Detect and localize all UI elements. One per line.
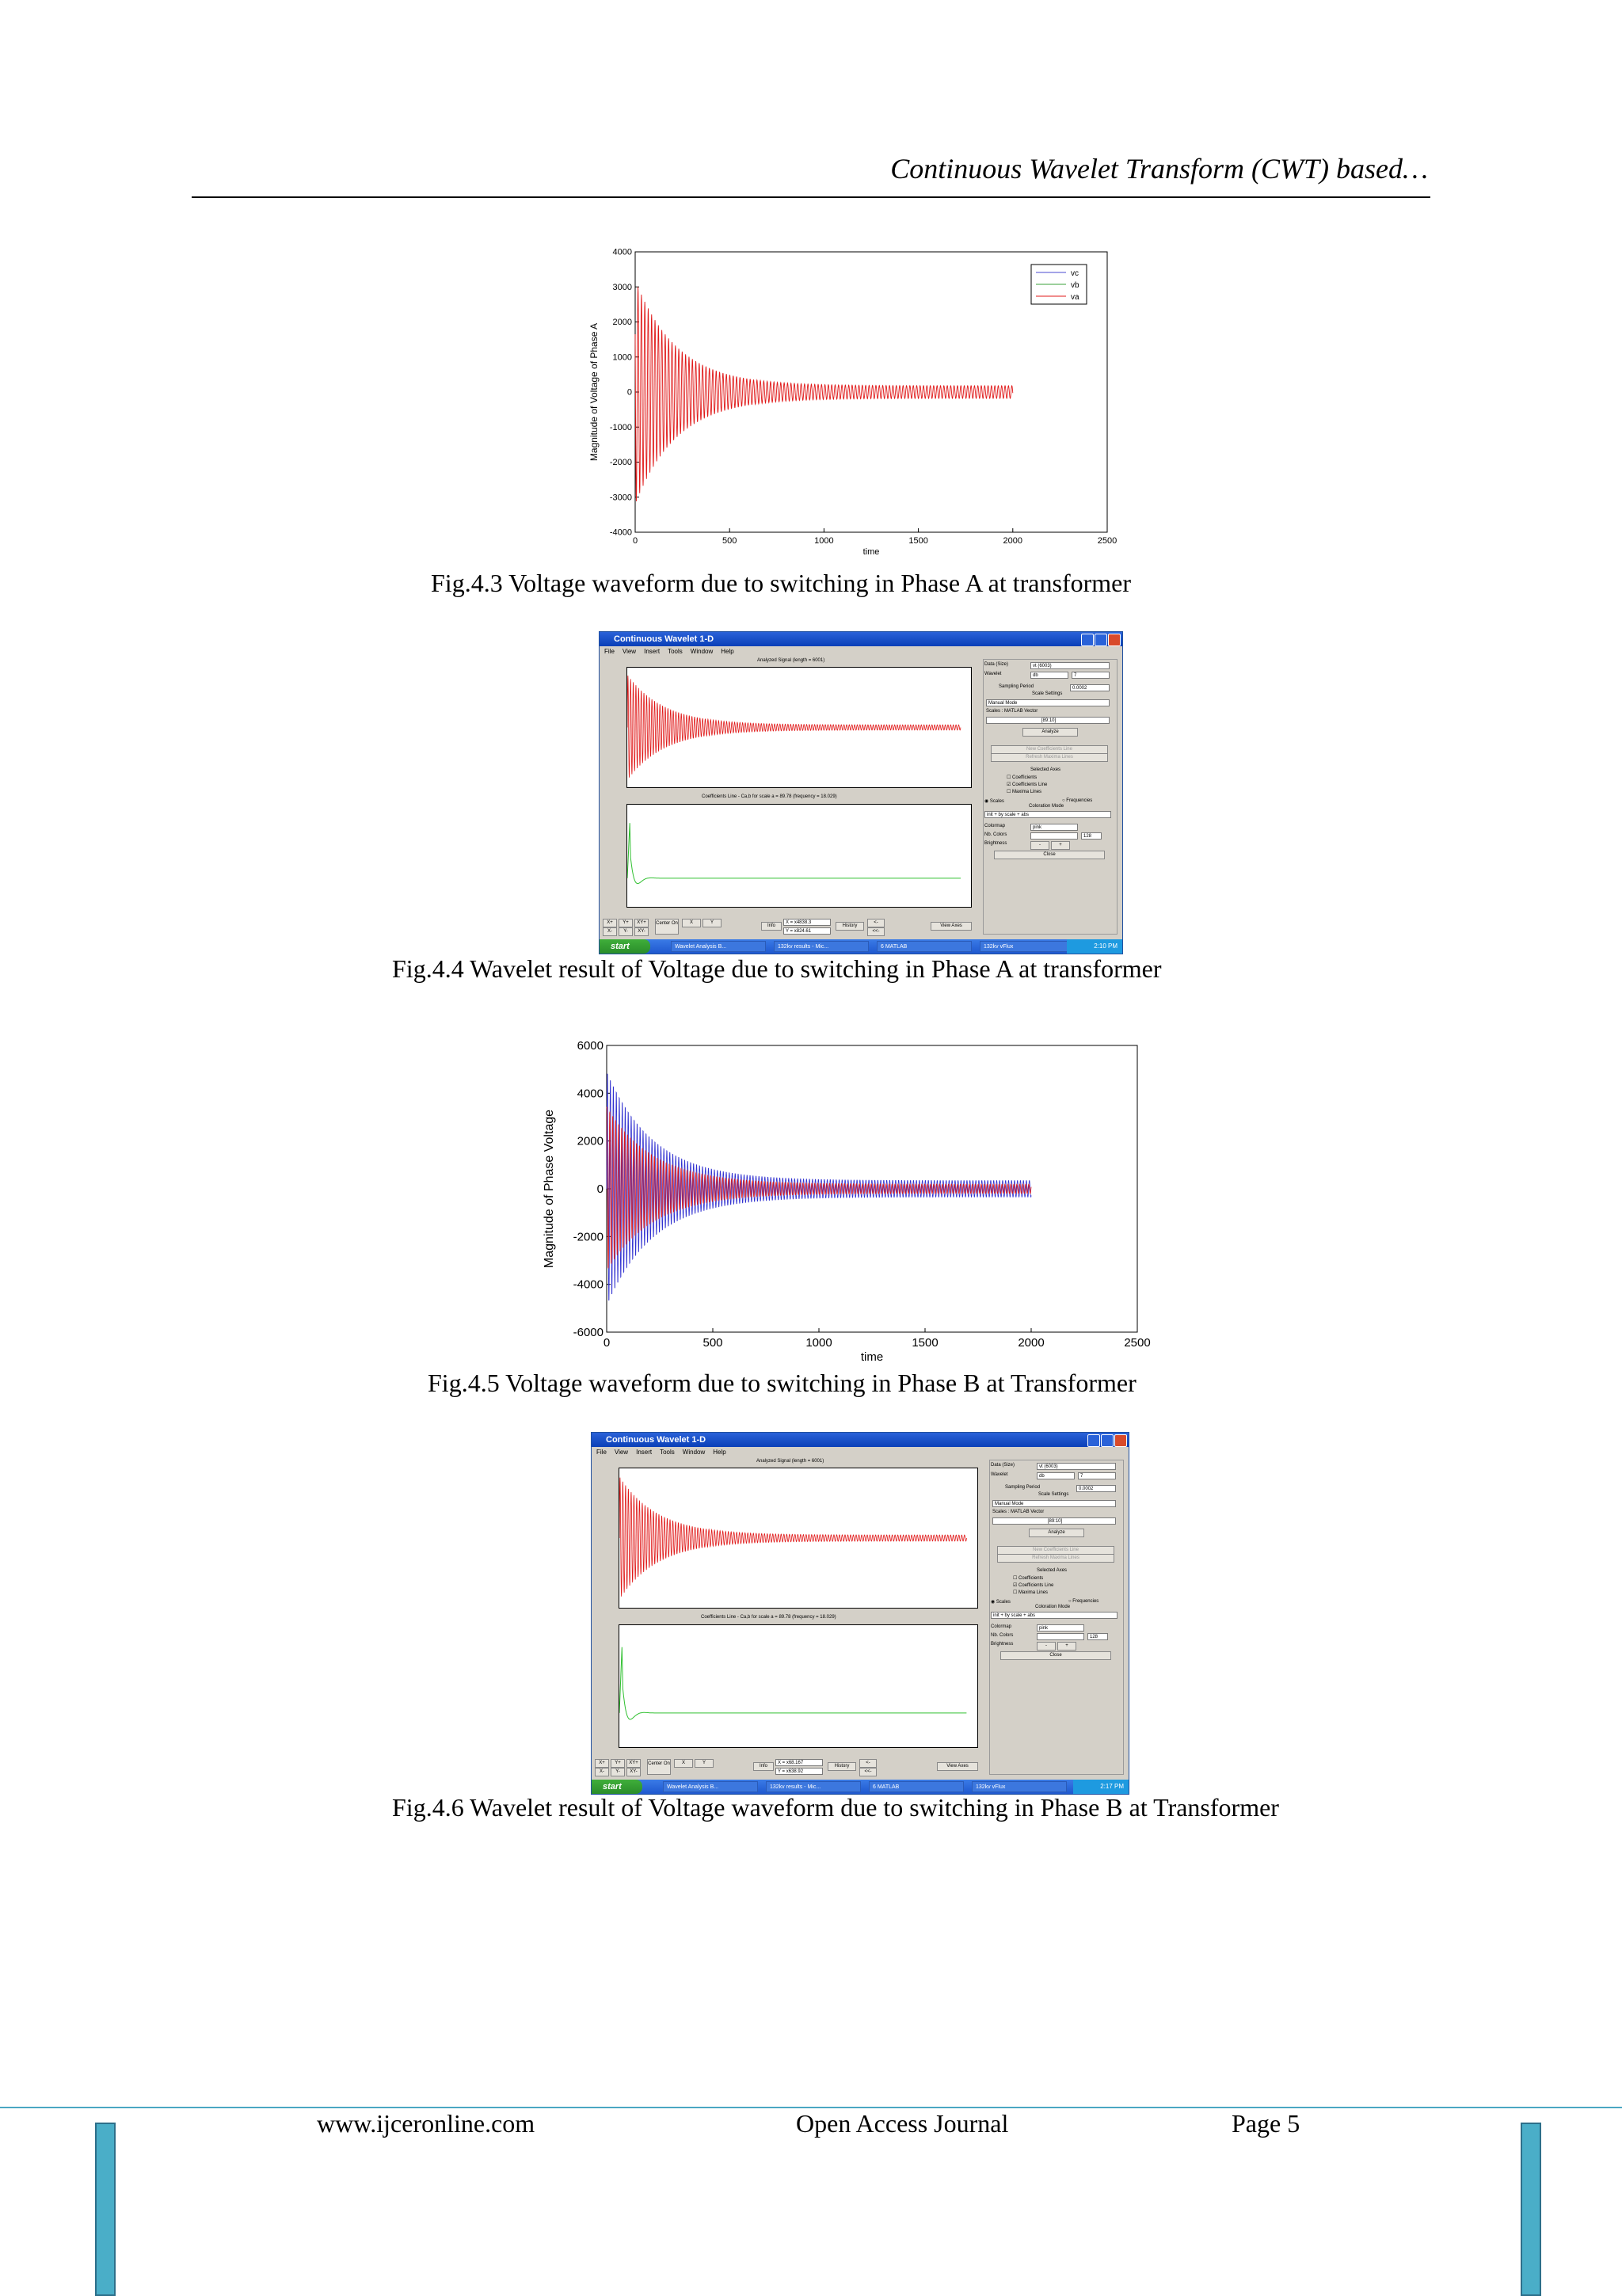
- signal-plot-title: Analyzed Signal (length = 6001): [757, 658, 825, 663]
- menu-item[interactable]: View: [614, 1449, 629, 1456]
- chart-phase-a-voltage: [586, 246, 1125, 562]
- coefficients-line: [627, 823, 961, 883]
- y-tick-label: 6000: [577, 1039, 603, 1053]
- history-back-button[interactable]: <-: [867, 919, 885, 927]
- y-tick-label: 4000: [577, 1087, 603, 1101]
- frequencies-radio[interactable]: ○ Frequencies: [1062, 798, 1093, 803]
- new-coefficients-line-button[interactable]: New Coefficients Line: [997, 1546, 1114, 1555]
- menu-item[interactable]: Insert: [644, 648, 661, 655]
- matlab-wavelet-window: [599, 631, 1123, 954]
- x-tick-label: 2000: [1018, 1336, 1045, 1350]
- brightness-label: Brightness: [984, 841, 1007, 846]
- y-tick-label: -6000: [573, 1326, 603, 1339]
- zoom-button[interactable]: XY-: [626, 1768, 641, 1776]
- x-tick-label: 0: [632, 536, 638, 546]
- taskbar-item[interactable]: 132kv vFlux: [972, 1781, 1067, 1792]
- menu-item[interactable]: Help: [713, 1449, 726, 1456]
- header-rule: [192, 196, 1430, 198]
- scale-mode-select[interactable]: Manual Mode: [992, 1500, 1116, 1507]
- footer-right-bar: [1521, 2123, 1541, 2296]
- window-title: Continuous Wavelet 1-D: [600, 632, 1122, 646]
- y-readout: Y = x638.92: [775, 1768, 823, 1775]
- zoom-button[interactable]: XY-: [634, 927, 649, 936]
- figure-4-3: [586, 246, 1125, 562]
- x-tick-label: 1000: [805, 1336, 832, 1350]
- start-button[interactable]: start: [600, 939, 650, 954]
- history-undo-button[interactable]: <<-: [867, 927, 885, 936]
- brightness-label: Brightness: [991, 1642, 1014, 1647]
- coloration-mode-select[interactable]: init + by scale + abs: [991, 1612, 1118, 1619]
- taskbar-item[interactable]: 6 MATLAB: [877, 941, 972, 952]
- sampling-period-label: Sampling Period: [1005, 1485, 1041, 1490]
- center-x-button[interactable]: X: [682, 919, 701, 927]
- legend-label: vc: [1071, 269, 1079, 278]
- view-axes-button[interactable]: View Axes: [931, 922, 972, 931]
- coefficients-plot-title: Coefficients Line - Ca,b for scale a = 89.78 (frequency = 18.029): [702, 794, 837, 799]
- x-tick-label: 2000: [1003, 536, 1023, 546]
- info-button[interactable]: Info: [761, 922, 782, 931]
- center-y-button[interactable]: Y: [695, 1759, 714, 1768]
- center-x-button[interactable]: X: [674, 1759, 693, 1768]
- colormap-label: Colormap: [991, 1624, 1012, 1629]
- footer-journal: Open Access Journal: [796, 2109, 1009, 2138]
- menu-item[interactable]: Tools: [660, 1449, 675, 1456]
- nb-colors-slider[interactable]: [1037, 1633, 1084, 1640]
- coloration-mode-select[interactable]: init + by scale + abs: [984, 811, 1111, 818]
- menu-item[interactable]: Help: [721, 648, 734, 655]
- x-readout: X = x4838.3: [783, 919, 831, 926]
- running-head: Continuous Wavelet Transform (CWT) based…: [890, 153, 1428, 185]
- close-button[interactable]: Close: [1000, 1651, 1111, 1660]
- zoom-button[interactable]: X-: [595, 1768, 609, 1776]
- analyze-button[interactable]: Analyze: [1029, 1529, 1084, 1537]
- menu-item[interactable]: Window: [682, 1449, 706, 1456]
- close-button[interactable]: Close: [994, 851, 1105, 859]
- brightness-plus-button[interactable]: +: [1057, 1642, 1076, 1651]
- scales-input[interactable]: [89:10]: [992, 1517, 1116, 1525]
- scales-radio[interactable]: ◉ Scales: [991, 1600, 1011, 1605]
- zoom-button[interactable]: XY+: [626, 1759, 641, 1768]
- zoom-button[interactable]: Y+: [611, 1759, 625, 1768]
- colormap-label: Colormap: [984, 824, 1006, 828]
- start-button[interactable]: start: [592, 1780, 642, 1794]
- data-label: Data (Size): [991, 1463, 1015, 1468]
- nb-colors-slider[interactable]: [1030, 832, 1078, 840]
- x-tick-label: 500: [722, 536, 737, 546]
- taskbar-item[interactable]: 6 MATLAB: [869, 1781, 964, 1792]
- menu-item[interactable]: View: [622, 648, 637, 655]
- signal-line: [627, 676, 961, 778]
- frequencies-radio[interactable]: ○ Frequencies: [1068, 1599, 1099, 1604]
- coefficients-plot: [626, 804, 972, 908]
- footer-page: Page 5: [1232, 2109, 1300, 2138]
- data-field: vt (6003): [1030, 662, 1110, 669]
- nb-colors-input[interactable]: 128: [1081, 832, 1102, 840]
- scales-label: Scales : MATLAB Vector: [986, 709, 1038, 714]
- maximize-button[interactable]: [1101, 1434, 1114, 1447]
- y-tick-label: 2000: [577, 1134, 603, 1148]
- menu-bar: [600, 646, 1122, 657]
- menu-item[interactable]: Window: [690, 648, 714, 655]
- taskbar-item[interactable]: 132kv results - Mic...: [774, 941, 869, 952]
- wavelet-label: Wavelet: [991, 1472, 1008, 1477]
- x-tick-label: 2500: [1097, 536, 1118, 546]
- close-window-button[interactable]: [1114, 1434, 1127, 1447]
- axes-checkbox[interactable]: ☑ Coefficients Line: [1013, 1583, 1054, 1588]
- history-back-button[interactable]: <-: [859, 1759, 877, 1768]
- selected-axes-label: Selected Axes: [1037, 1568, 1068, 1573]
- signal-line: [619, 1478, 966, 1597]
- minimize-button[interactable]: [1081, 634, 1094, 646]
- scales-input[interactable]: [89:10]: [986, 717, 1110, 724]
- figure-caption: Fig.4.5 Voltage waveform due to switching in Phase B at Transformer: [428, 1369, 1137, 1397]
- brightness-minus-button[interactable]: -: [1037, 1642, 1056, 1651]
- new-coefficients-line-button[interactable]: New Coefficients Line: [991, 745, 1108, 754]
- y-axis-label: Magnitude of Phase Voltage: [543, 1109, 556, 1269]
- figure-4-5: [531, 1030, 1164, 1370]
- figure-caption: Fig.4.4 Wavelet result of Voltage due to switching in Phase A at transformer: [392, 954, 1162, 983]
- coefficients-plot: [619, 1624, 978, 1748]
- taskbar-item[interactable]: 132kv results - Mic...: [766, 1781, 861, 1792]
- y-tick-label: 4000: [612, 247, 632, 257]
- refresh-maxima-lines-button[interactable]: Refresh Maxima Lines: [991, 753, 1108, 762]
- zoom-button[interactable]: Y+: [619, 919, 633, 927]
- wavelet-label: Wavelet: [984, 672, 1002, 676]
- center-on-button[interactable]: Center On: [655, 919, 679, 935]
- menu-item[interactable]: File: [604, 648, 615, 655]
- nb-colors-label: Nb. Colors: [984, 832, 1007, 837]
- y-axis-label: Magnitude of Voltage of Phase A: [588, 322, 600, 462]
- legend-label: vb: [1071, 281, 1079, 290]
- y-tick-label: -2000: [573, 1230, 603, 1244]
- y-tick-label: -2000: [609, 458, 632, 468]
- y-readout: Y = x824.61: [783, 927, 831, 935]
- y-tick-label: -3000: [609, 493, 632, 503]
- data-field: vt (6003): [1037, 1463, 1116, 1470]
- y-tick-label: 1000: [612, 352, 632, 363]
- y-tick-label: -1000: [609, 422, 632, 432]
- axes-checkbox[interactable]: ☐ Coefficients: [1007, 775, 1038, 780]
- x-tick-label: 1500: [908, 536, 928, 546]
- figure-caption: Fig.4.3 Voltage waveform due to switching in Phase A at transformer: [431, 569, 1132, 597]
- zoom-button[interactable]: X-: [603, 927, 617, 936]
- axes-checkbox[interactable]: ☐ Maxima Lines: [1007, 790, 1042, 794]
- wavelet-order-select[interactable]: 7: [1078, 1472, 1116, 1479]
- maximize-button[interactable]: [1095, 634, 1107, 646]
- chart-phase-b-voltage: [531, 1030, 1164, 1370]
- scales-radio[interactable]: ◉ Scales: [984, 799, 1004, 804]
- window-title: Continuous Wavelet 1-D: [592, 1433, 1129, 1447]
- close-window-button[interactable]: [1108, 634, 1121, 646]
- zoom-button[interactable]: X+: [595, 1759, 609, 1768]
- zoom-button[interactable]: Y-: [619, 927, 633, 936]
- x-axis-label: time: [860, 1350, 884, 1364]
- matlab-wavelet-window: [591, 1432, 1129, 1795]
- colormap-select[interactable]: pink: [1037, 1624, 1084, 1632]
- coloration-mode-label: Coloration Mode: [1035, 1605, 1071, 1609]
- zoom-button[interactable]: XY+: [634, 919, 649, 927]
- taskbar-item[interactable]: 132kv vFlux: [980, 941, 1075, 952]
- axes-checkbox[interactable]: ☐ Coefficients: [1013, 1576, 1044, 1581]
- menu-item[interactable]: File: [596, 1449, 607, 1456]
- y-tick-label: 3000: [612, 282, 632, 292]
- x-tick-label: 1000: [814, 536, 834, 546]
- selected-axes-label: Selected Axes: [1030, 767, 1061, 772]
- scale-settings-label: Scale Settings: [1032, 691, 1063, 696]
- x-axis-label: time: [862, 547, 880, 557]
- axes-checkbox[interactable]: ☑ Coefficients Line: [1007, 782, 1048, 787]
- refresh-maxima-lines-button[interactable]: Refresh Maxima Lines: [997, 1554, 1114, 1563]
- footer-website: www.ijceronline.com: [317, 2109, 535, 2138]
- y-tick-label: -4000: [609, 527, 632, 538]
- y-tick-label: 0: [626, 387, 632, 398]
- footer-left-bar: [95, 2123, 116, 2296]
- legend-label: va: [1071, 293, 1079, 302]
- menu-bar: [592, 1447, 1129, 1457]
- scales-label: Scales : MATLAB Vector: [992, 1510, 1045, 1514]
- x-readout: X = x68.167: [775, 1759, 823, 1766]
- x-tick-label: 500: [702, 1336, 723, 1350]
- brightness-minus-button[interactable]: -: [1030, 841, 1049, 850]
- wavelet-order-select[interactable]: 7: [1072, 672, 1110, 679]
- system-clock: 2:17 PM: [1073, 1780, 1129, 1794]
- nb-colors-input[interactable]: 128: [1087, 1633, 1108, 1640]
- x-tick-label: 1500: [912, 1336, 939, 1350]
- taskbar-item[interactable]: Wavelet Analysis B...: [671, 941, 766, 952]
- coefficients-plot-title: Coefficients Line - Ca,b for scale a = 89.78 (frequency = 18.029): [701, 1615, 836, 1620]
- x-tick-label: 0: [603, 1336, 611, 1350]
- y-tick-label: -4000: [573, 1277, 603, 1292]
- sampling-period-input[interactable]: 0.0002: [1076, 1485, 1116, 1492]
- wavelet-family-select[interactable]: db: [1037, 1472, 1075, 1479]
- wavelet-family-select[interactable]: db: [1030, 672, 1068, 679]
- coefficients-line: [619, 1647, 966, 1719]
- x-tick-label: 2500: [1124, 1336, 1151, 1350]
- coefficients-trace: [627, 805, 971, 907]
- y-tick-label: 0: [596, 1182, 603, 1196]
- menu-item[interactable]: Insert: [636, 1449, 653, 1456]
- colormap-select[interactable]: pink: [1030, 824, 1078, 831]
- coloration-mode-label: Coloration Mode: [1029, 804, 1064, 809]
- history-button[interactable]: History: [836, 922, 864, 931]
- view-axes-button[interactable]: View Axes: [937, 1762, 978, 1771]
- signal-plot: [619, 1468, 978, 1609]
- figure-caption: Fig.4.6 Wavelet result of Voltage waveform due to switching in Phase B at Transformer: [392, 1793, 1279, 1822]
- brightness-plus-button[interactable]: +: [1051, 841, 1070, 850]
- zoom-button[interactable]: Y-: [611, 1768, 625, 1776]
- minimize-button[interactable]: [1087, 1434, 1100, 1447]
- history-undo-button[interactable]: <<-: [859, 1768, 877, 1776]
- y-tick-label: 2000: [612, 318, 632, 328]
- center-y-button[interactable]: Y: [702, 919, 722, 927]
- signal-plot: [626, 667, 972, 788]
- axes-checkbox[interactable]: ☐ Maxima Lines: [1013, 1590, 1049, 1595]
- taskbar-item[interactable]: Wavelet Analysis B...: [663, 1781, 758, 1792]
- signal-trace: [619, 1468, 977, 1608]
- footer-rule: [0, 2107, 1622, 2108]
- analyze-button[interactable]: Analyze: [1022, 728, 1078, 737]
- menu-item[interactable]: Tools: [668, 648, 683, 655]
- sampling-period-input[interactable]: 0.0002: [1070, 684, 1110, 691]
- zoom-button[interactable]: X+: [603, 919, 617, 927]
- sampling-period-label: Sampling Period: [999, 684, 1034, 689]
- history-button[interactable]: History: [828, 1762, 856, 1771]
- nb-colors-label: Nb. Colors: [991, 1633, 1014, 1638]
- info-button[interactable]: Info: [753, 1762, 774, 1771]
- signal-plot-title: Analyzed Signal (length = 6001): [756, 1459, 824, 1464]
- system-clock: 2:10 PM: [1067, 939, 1122, 954]
- scale-mode-select[interactable]: Manual Mode: [986, 699, 1110, 706]
- center-on-button[interactable]: Center On: [647, 1759, 671, 1775]
- scale-settings-label: Scale Settings: [1038, 1492, 1069, 1497]
- signal-trace: [627, 668, 971, 787]
- coefficients-trace: [619, 1625, 977, 1747]
- data-label: Data (Size): [984, 662, 1009, 667]
